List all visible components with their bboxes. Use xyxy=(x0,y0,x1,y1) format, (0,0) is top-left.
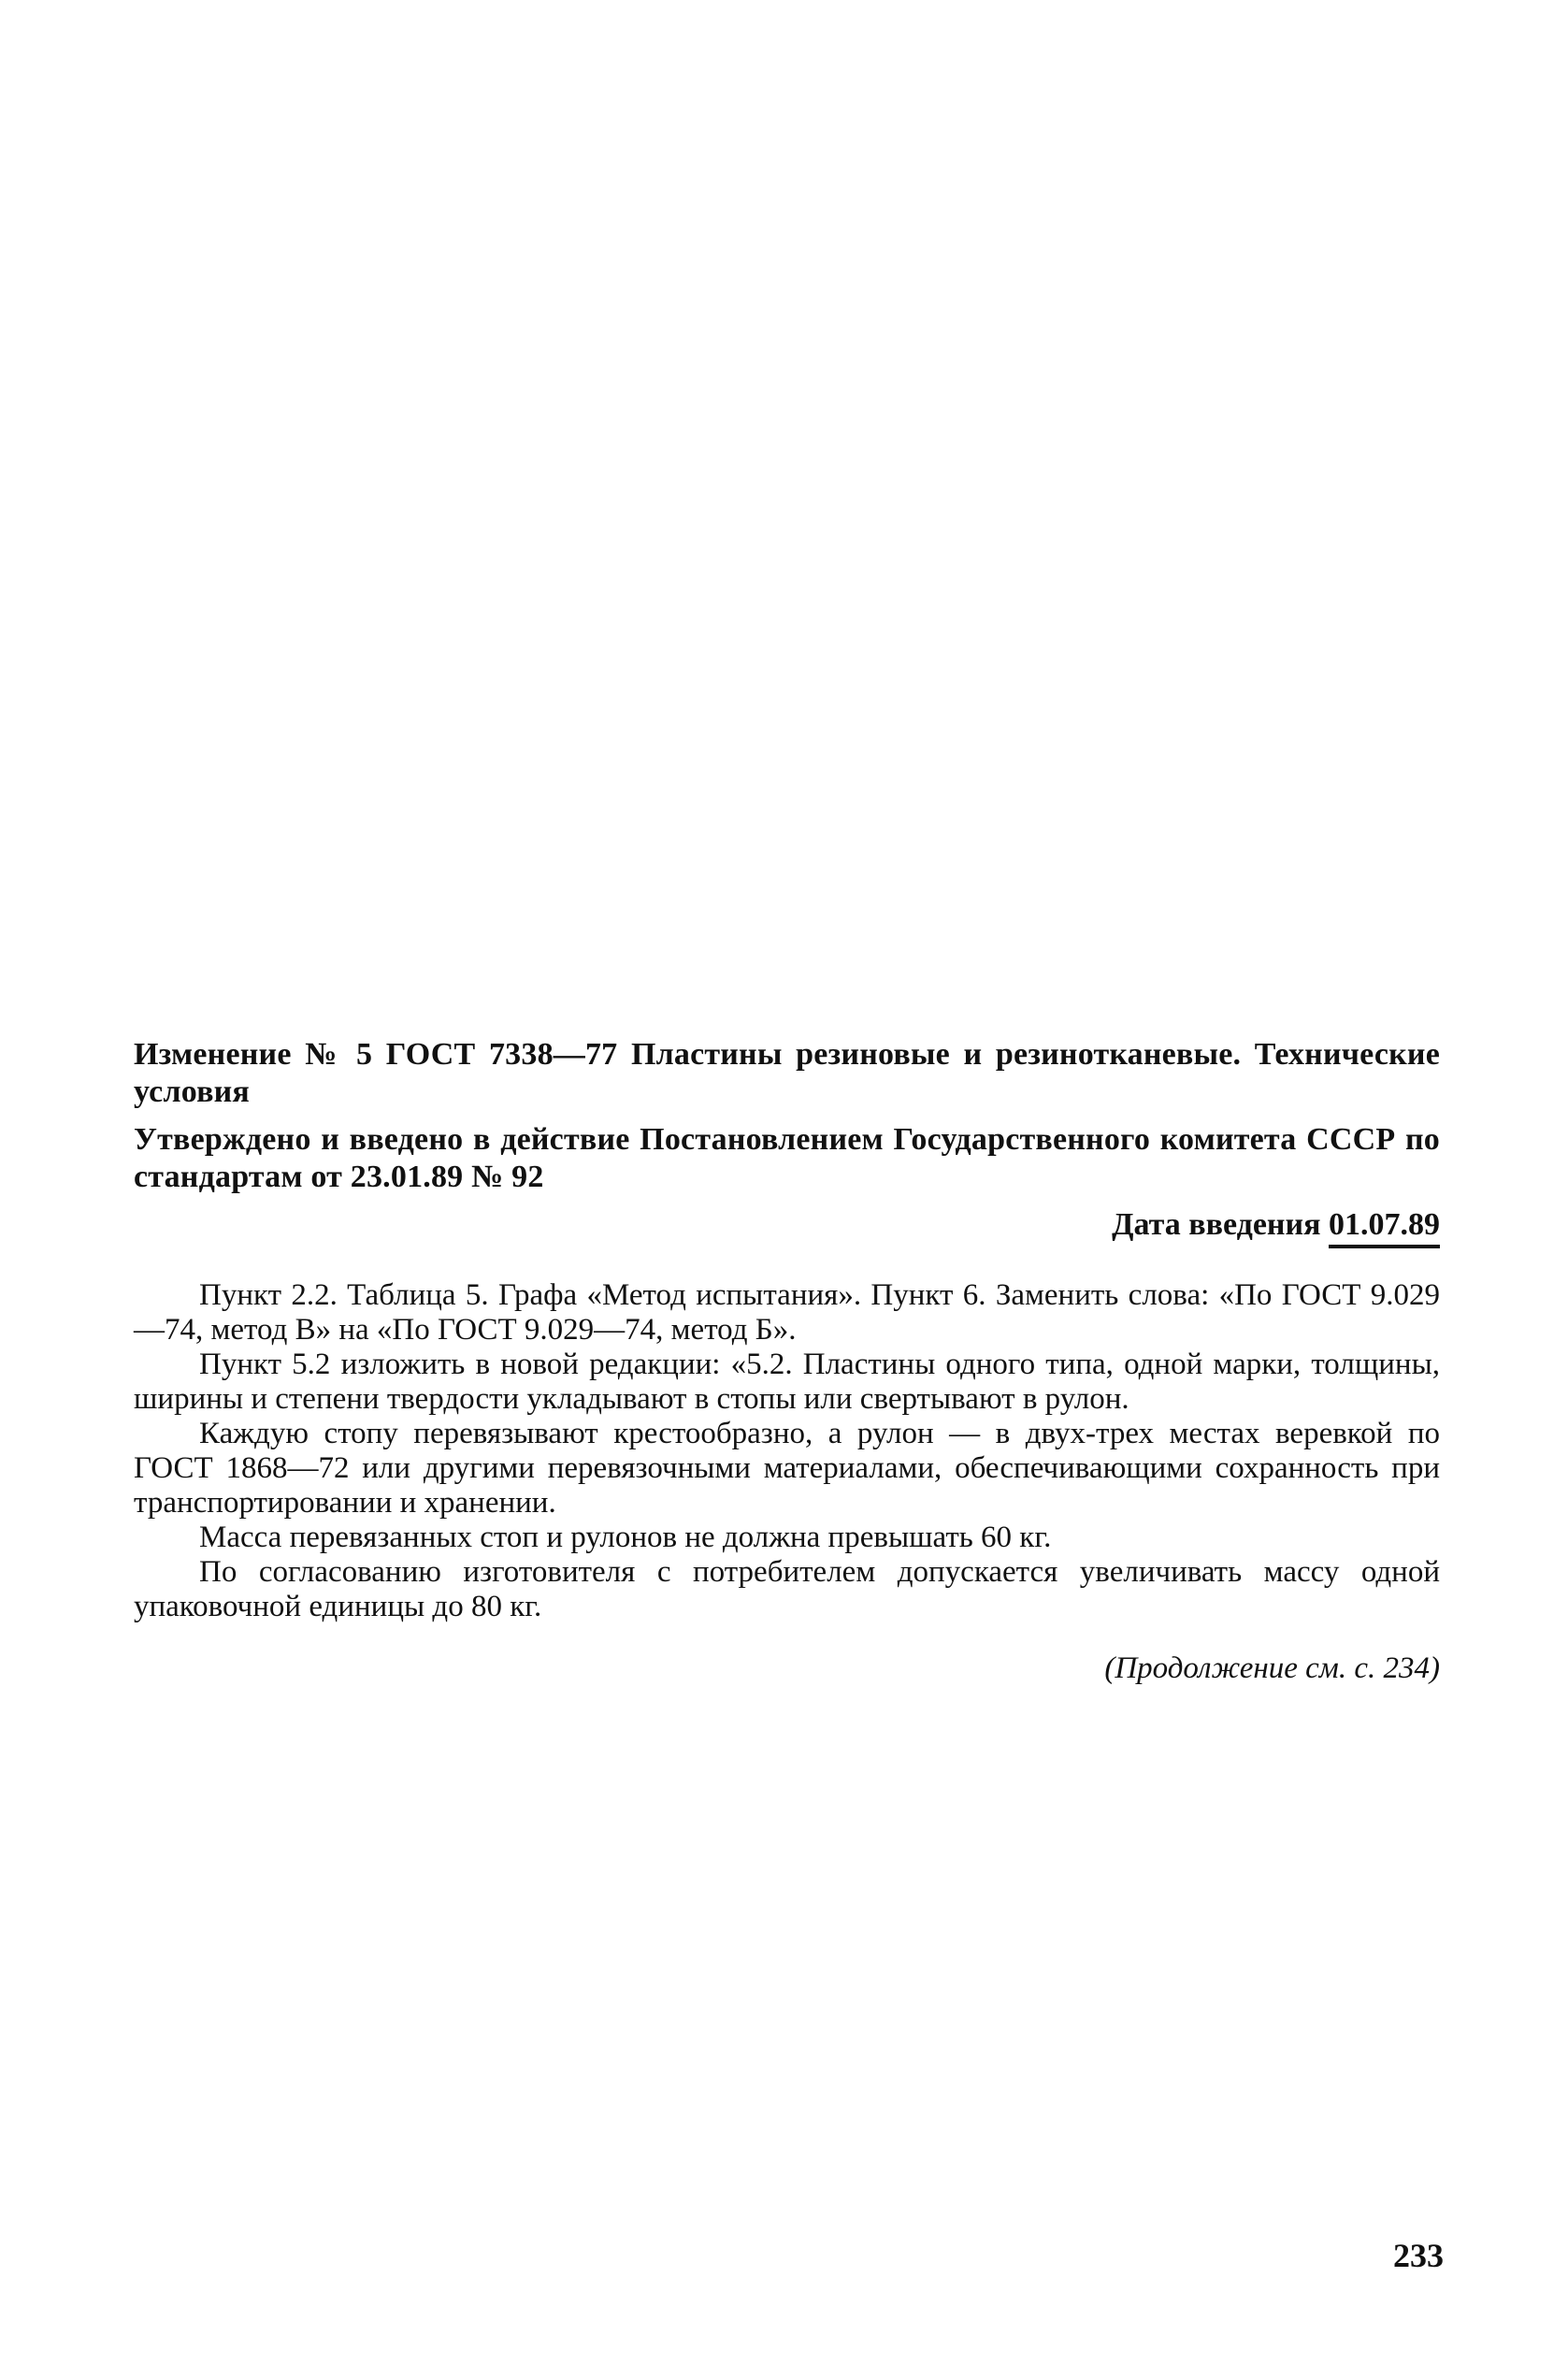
paragraph: По согласованию изготовителя с потребителем допускается увеличивать массу одной упаковочной единицы до 80 кг. xyxy=(134,1555,1440,1623)
paragraph: Каждую стопу перевязывают крестообразно, а рулон — в двух-трех местах веревкой по ГОСТ 1868—72 или другими перевязочными материалами, обеспечивающими сохранность при транспортировании и хранении. xyxy=(134,1417,1440,1520)
amendment-title: Изменение № 5 ГОСТ 7338—77 Пластины резиновые и резинотканевые. Технические условия xyxy=(134,1037,1440,1109)
paragraph: Пункт 2.2. Таблица 5. Графа «Метод испытания». Пункт 6. Заменить слова: «По ГОСТ 9.029—74, метод В» на «По ГОСТ 9.029—74, метод Б». xyxy=(134,1278,1440,1347)
continuation-note: (Продолжение см. с. 234) xyxy=(1104,1651,1440,1685)
effective-date xyxy=(134,1206,1440,1248)
effective-date-value: 01.07.89 xyxy=(1329,1211,1440,1248)
page-number: 233 xyxy=(1393,2237,1444,2274)
paragraph: Масса перевязанных стоп и рулонов не должна превышать 60 кг. xyxy=(199,1521,1052,1554)
amendment-body xyxy=(134,1278,1440,1624)
document-content xyxy=(134,1036,1440,1687)
paragraph: Пункт 5.2 изложить в новой редакции: «5.2. Пластины одного типа, одной марки, толщины, ширины и степени твердости укладывают в стопы или свертывают в рулон. xyxy=(134,1348,1440,1416)
approval-statement: Утверждено и введено в действие Постановлением Государственного комитета СССР по стандартам от 23.01.89 № 92 xyxy=(134,1122,1440,1194)
effective-date-label: Дата введения xyxy=(1112,1207,1321,1242)
